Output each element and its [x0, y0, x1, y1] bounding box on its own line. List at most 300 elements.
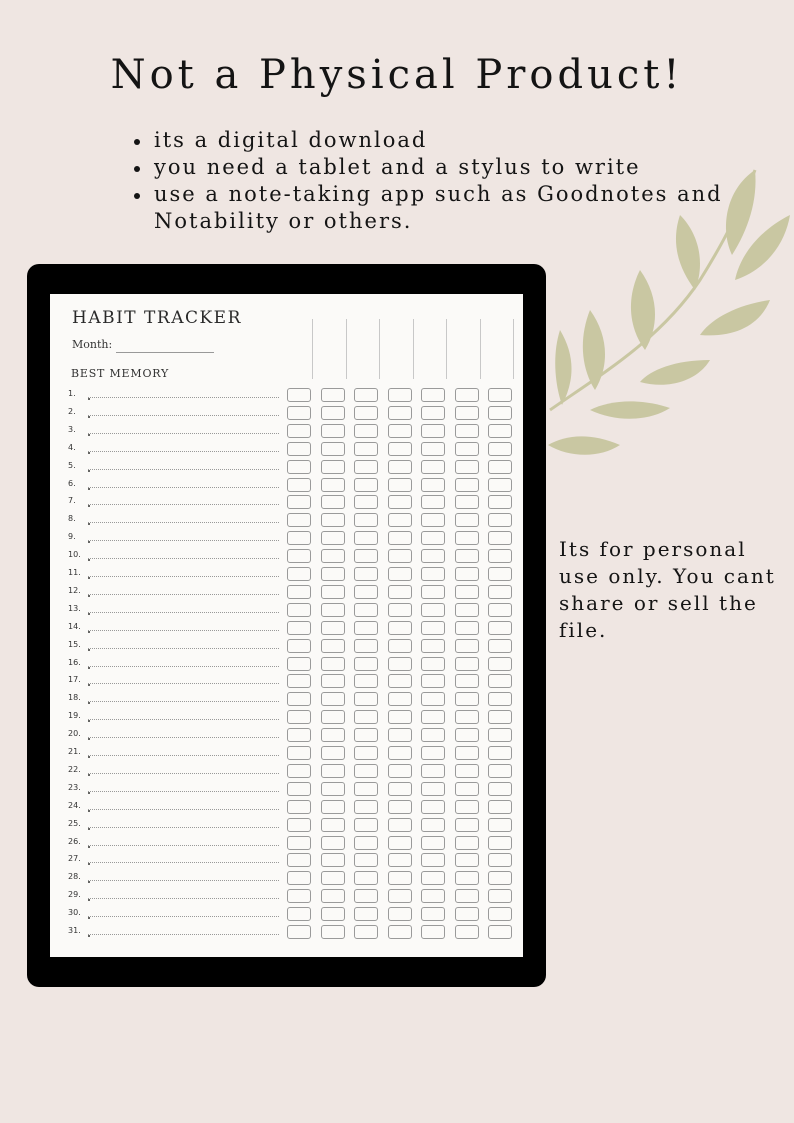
habit-entry-line[interactable] [88, 522, 279, 523]
habit-checkbox[interactable] [354, 800, 378, 814]
habit-checkbox[interactable] [488, 818, 512, 832]
row-number: 8. [68, 514, 76, 524]
habit-checkbox[interactable] [287, 764, 311, 778]
habit-checkbox[interactable] [354, 442, 378, 456]
habit-checkbox[interactable] [354, 746, 378, 760]
habit-checkbox[interactable] [388, 853, 412, 867]
habit-entry-line[interactable] [88, 648, 279, 649]
habit-checkbox[interactable] [488, 871, 512, 885]
row-number: 30. [68, 908, 81, 918]
habit-checkbox[interactable] [421, 495, 445, 509]
habit-checkbox[interactable] [488, 424, 512, 438]
habit-checkbox[interactable] [421, 567, 445, 581]
habit-checkbox[interactable] [455, 585, 479, 599]
habit-checkbox[interactable] [354, 907, 378, 921]
habit-checkbox[interactable] [388, 567, 412, 581]
habit-checkbox[interactable] [388, 764, 412, 778]
habit-checkbox[interactable] [455, 710, 479, 724]
habit-checkbox[interactable] [455, 728, 479, 742]
habit-checkbox[interactable] [321, 406, 345, 420]
habit-checkbox[interactable] [388, 424, 412, 438]
habit-checkbox[interactable] [321, 621, 345, 635]
habit-entry-line[interactable] [88, 612, 279, 613]
habit-checkbox[interactable] [421, 585, 445, 599]
habit-checkbox[interactable] [388, 746, 412, 760]
habit-checkbox[interactable] [488, 621, 512, 635]
tracker-row [50, 691, 523, 709]
habit-checkbox[interactable] [354, 603, 378, 617]
row-number: 18. [68, 693, 81, 703]
habit-checkbox[interactable] [321, 585, 345, 599]
habit-checkbox[interactable] [354, 782, 378, 796]
tracker-row [50, 620, 523, 638]
habit-checkbox[interactable] [321, 853, 345, 867]
column-divider [346, 319, 347, 379]
habit-checkbox[interactable] [388, 460, 412, 474]
habit-checkbox[interactable] [388, 549, 412, 563]
habit-entry-line[interactable] [88, 558, 279, 559]
habit-checkbox[interactable] [287, 746, 311, 760]
habit-checkbox[interactable] [421, 764, 445, 778]
habit-entry-line[interactable] [88, 934, 279, 935]
habit-checkbox[interactable] [354, 853, 378, 867]
habit-checkbox[interactable] [421, 388, 445, 402]
row-number: 24. [68, 800, 81, 810]
tracker-row [50, 835, 523, 853]
habit-checkbox[interactable] [488, 639, 512, 653]
tracker-title: HABIT TRACKER [72, 308, 242, 328]
habit-checkbox[interactable] [455, 567, 479, 581]
habit-checkbox[interactable] [287, 889, 311, 903]
habit-checkbox[interactable] [354, 889, 378, 903]
habit-checkbox[interactable] [287, 674, 311, 688]
tracker-row [50, 494, 523, 512]
habit-checkbox[interactable] [287, 925, 311, 939]
row-number: 31. [68, 926, 81, 935]
habit-checkbox[interactable] [287, 871, 311, 885]
habit-checkbox[interactable] [354, 549, 378, 563]
habit-checkbox[interactable] [421, 925, 445, 939]
habit-checkbox[interactable] [421, 728, 445, 742]
habit-checkbox[interactable] [287, 478, 311, 492]
habit-checkbox[interactable] [455, 603, 479, 617]
habit-checkbox[interactable] [488, 531, 512, 545]
habit-checkbox[interactable] [321, 657, 345, 671]
habit-checkbox[interactable] [354, 818, 378, 832]
habit-checkbox[interactable] [488, 513, 512, 527]
tracker-row [50, 584, 523, 602]
habit-checkbox[interactable] [321, 549, 345, 563]
habit-checkbox[interactable] [455, 495, 479, 509]
row-number: 1. [68, 389, 76, 398]
habit-checkbox[interactable] [354, 621, 378, 635]
habit-checkbox[interactable] [287, 513, 311, 527]
habit-entry-line[interactable] [88, 773, 279, 774]
habit-checkbox[interactable] [488, 549, 512, 563]
habit-checkbox[interactable] [287, 782, 311, 796]
habit-entry-line[interactable] [88, 540, 279, 541]
habit-checkbox[interactable] [354, 764, 378, 778]
tracker-row [50, 781, 523, 799]
habit-checkbox[interactable] [421, 478, 445, 492]
habit-checkbox[interactable] [421, 513, 445, 527]
tracker-row [50, 423, 523, 441]
tracker-row [50, 566, 523, 584]
habit-checkbox[interactable] [488, 460, 512, 474]
row-number: 26. [68, 836, 81, 846]
habit-checkbox[interactable] [287, 549, 311, 563]
tracker-row [50, 656, 523, 674]
habit-checkbox[interactable] [455, 692, 479, 706]
habit-entry-line[interactable] [88, 845, 279, 846]
habit-checkbox[interactable] [488, 782, 512, 796]
habit-checkbox[interactable] [488, 710, 512, 724]
habit-checkbox[interactable] [421, 818, 445, 832]
habit-checkbox[interactable] [421, 549, 445, 563]
habit-checkbox[interactable] [455, 639, 479, 653]
tracker-row [50, 477, 523, 495]
habit-checkbox[interactable] [388, 621, 412, 635]
habit-checkbox[interactable] [488, 764, 512, 778]
habit-checkbox[interactable] [354, 871, 378, 885]
habit-checkbox[interactable] [321, 603, 345, 617]
habit-checkbox[interactable] [354, 639, 378, 653]
habit-entry-line[interactable] [88, 809, 279, 810]
habit-checkbox[interactable] [488, 746, 512, 760]
habit-checkbox[interactable] [455, 907, 479, 921]
row-number: 27. [68, 854, 81, 864]
habit-checkbox[interactable] [321, 513, 345, 527]
tracker-row [50, 387, 523, 405]
habit-checkbox[interactable] [388, 674, 412, 688]
habit-checkbox[interactable] [421, 746, 445, 760]
habit-entry-line[interactable] [88, 862, 279, 863]
row-number: 16. [68, 657, 81, 667]
habit-checkbox[interactable] [354, 460, 378, 474]
habit-checkbox[interactable] [421, 406, 445, 420]
habit-checkbox[interactable] [321, 424, 345, 438]
row-number: 11. [68, 568, 81, 577]
habit-checkbox[interactable] [488, 603, 512, 617]
habit-entry-line[interactable] [88, 755, 279, 756]
habit-checkbox[interactable] [455, 478, 479, 492]
habit-checkbox[interactable] [455, 424, 479, 438]
habit-entry-line[interactable] [88, 397, 279, 398]
habit-checkbox[interactable] [421, 621, 445, 635]
habit-checkbox[interactable] [354, 478, 378, 492]
habit-checkbox[interactable] [388, 657, 412, 671]
habit-checkbox[interactable] [321, 889, 345, 903]
habit-checkbox[interactable] [421, 674, 445, 688]
habit-checkbox[interactable] [455, 871, 479, 885]
column-divider [379, 319, 380, 379]
habit-checkbox[interactable] [287, 406, 311, 420]
habit-checkbox[interactable] [388, 388, 412, 402]
habit-checkbox[interactable] [421, 531, 445, 545]
habit-checkbox[interactable] [388, 728, 412, 742]
habit-checkbox[interactable] [287, 388, 311, 402]
habit-checkbox[interactable] [421, 692, 445, 706]
habit-checkbox[interactable] [354, 657, 378, 671]
habit-checkbox[interactable] [488, 692, 512, 706]
habit-checkbox[interactable] [388, 406, 412, 420]
habit-checkbox[interactable] [455, 442, 479, 456]
row-number: 29. [68, 890, 81, 900]
habit-checkbox[interactable] [455, 836, 479, 850]
habit-checkbox[interactable] [287, 424, 311, 438]
habit-entry-line[interactable] [88, 576, 279, 577]
habit-checkbox[interactable] [354, 567, 378, 581]
habit-checkbox[interactable] [354, 836, 378, 850]
tracker-row [50, 745, 523, 763]
habit-entry-line[interactable] [88, 630, 279, 631]
habit-checkbox[interactable] [321, 388, 345, 402]
habit-checkbox[interactable] [321, 495, 345, 509]
habit-checkbox[interactable] [421, 889, 445, 903]
habit-checkbox[interactable] [421, 657, 445, 671]
habit-entry-line[interactable] [88, 469, 279, 470]
habit-checkbox[interactable] [388, 639, 412, 653]
habit-checkbox[interactable] [421, 710, 445, 724]
habit-checkbox[interactable] [388, 925, 412, 939]
tracker-row [50, 799, 523, 817]
habit-checkbox[interactable] [488, 925, 512, 939]
habit-checkbox[interactable] [388, 818, 412, 832]
habit-checkbox[interactable] [321, 782, 345, 796]
habit-checkbox[interactable] [455, 406, 479, 420]
habit-checkbox[interactable] [421, 442, 445, 456]
row-number: 5. [68, 460, 76, 470]
habit-checkbox[interactable] [287, 800, 311, 814]
habit-checkbox[interactable] [388, 442, 412, 456]
habit-checkbox[interactable] [287, 442, 311, 456]
habit-checkbox[interactable] [354, 728, 378, 742]
habit-entry-line[interactable] [88, 791, 279, 792]
habit-checkbox[interactable] [488, 567, 512, 581]
habit-checkbox[interactable] [354, 424, 378, 438]
habit-checkbox[interactable] [388, 495, 412, 509]
habit-checkbox[interactable] [421, 853, 445, 867]
section-label: BEST MEMORY [71, 367, 170, 380]
habit-checkbox[interactable] [287, 907, 311, 921]
habit-checkbox[interactable] [388, 836, 412, 850]
habit-checkbox[interactable] [388, 871, 412, 885]
tracker-row [50, 530, 523, 548]
habit-checkbox[interactable] [388, 478, 412, 492]
habit-checkbox[interactable] [321, 871, 345, 885]
habit-checkbox[interactable] [287, 728, 311, 742]
habit-checkbox[interactable] [421, 639, 445, 653]
habit-checkbox[interactable] [287, 621, 311, 635]
habit-checkbox[interactable] [287, 639, 311, 653]
habit-checkbox[interactable] [354, 710, 378, 724]
habit-checkbox[interactable] [321, 692, 345, 706]
habit-checkbox[interactable] [488, 406, 512, 420]
habit-checkbox[interactable] [421, 800, 445, 814]
habit-checkbox[interactable] [321, 478, 345, 492]
page-title: Not a Physical Product! [110, 52, 684, 98]
habit-checkbox[interactable] [488, 800, 512, 814]
habit-entry-line[interactable] [88, 898, 279, 899]
habit-checkbox[interactable] [321, 764, 345, 778]
habit-checkbox[interactable] [455, 513, 479, 527]
habit-checkbox[interactable] [488, 728, 512, 742]
row-number: 12. [68, 585, 81, 595]
habit-entry-line[interactable] [88, 594, 279, 595]
habit-checkbox[interactable] [321, 674, 345, 688]
habit-checkbox[interactable] [354, 495, 378, 509]
habit-checkbox[interactable] [388, 513, 412, 527]
habit-checkbox[interactable] [354, 585, 378, 599]
column-divider [446, 319, 447, 379]
habit-checkbox[interactable] [388, 603, 412, 617]
habit-checkbox[interactable] [455, 746, 479, 760]
habit-checkbox[interactable] [455, 800, 479, 814]
habit-checkbox[interactable] [388, 692, 412, 706]
habit-checkbox[interactable] [455, 549, 479, 563]
habit-entry-line[interactable] [88, 666, 279, 667]
habit-checkbox[interactable] [388, 907, 412, 921]
habit-checkbox[interactable] [488, 388, 512, 402]
habit-entry-line[interactable] [88, 719, 279, 720]
habit-entry-line[interactable] [88, 415, 279, 416]
habit-checkbox[interactable] [321, 746, 345, 760]
habit-checkbox[interactable] [488, 889, 512, 903]
habit-checkbox[interactable] [388, 710, 412, 724]
habit-entry-line[interactable] [88, 433, 279, 434]
month-field[interactable] [116, 352, 214, 353]
habit-checkbox[interactable] [354, 692, 378, 706]
tracker-row [50, 709, 523, 727]
habit-checkbox[interactable] [488, 478, 512, 492]
habit-checkbox[interactable] [455, 782, 479, 796]
habit-checkbox[interactable] [287, 495, 311, 509]
tracker-row [50, 459, 523, 477]
habit-checkbox[interactable] [287, 853, 311, 867]
tracker-row [50, 924, 523, 942]
habit-checkbox[interactable] [488, 836, 512, 850]
habit-checkbox[interactable] [321, 531, 345, 545]
row-number: 17. [68, 675, 81, 685]
habit-checkbox[interactable] [354, 531, 378, 545]
habit-checkbox[interactable] [455, 889, 479, 903]
habit-checkbox[interactable] [321, 800, 345, 814]
row-number: 19. [68, 711, 81, 721]
habit-entry-line[interactable] [88, 827, 279, 828]
habit-checkbox[interactable] [287, 531, 311, 545]
habit-entry-line[interactable] [88, 451, 279, 452]
habit-checkbox[interactable] [354, 925, 378, 939]
habit-checkbox[interactable] [488, 657, 512, 671]
habit-checkbox[interactable] [488, 674, 512, 688]
habit-checkbox[interactable] [421, 603, 445, 617]
habit-checkbox[interactable] [421, 907, 445, 921]
habit-checkbox[interactable] [321, 442, 345, 456]
habit-checkbox[interactable] [455, 764, 479, 778]
tracker-row [50, 870, 523, 888]
habit-checkbox[interactable] [287, 710, 311, 724]
habit-checkbox[interactable] [455, 674, 479, 688]
habit-checkbox[interactable] [488, 442, 512, 456]
habit-checkbox[interactable] [321, 460, 345, 474]
habit-checkbox[interactable] [287, 603, 311, 617]
habit-checkbox[interactable] [488, 585, 512, 599]
habit-checkbox[interactable] [354, 406, 378, 420]
tracker-row [50, 441, 523, 459]
habit-checkbox[interactable] [455, 460, 479, 474]
tracker-row [50, 602, 523, 620]
habit-checkbox[interactable] [287, 567, 311, 581]
habit-checkbox[interactable] [421, 460, 445, 474]
habit-checkbox[interactable] [287, 818, 311, 832]
habit-entry-line[interactable] [88, 504, 279, 505]
row-number: 14. [68, 621, 81, 631]
tracker-row [50, 512, 523, 530]
habit-entry-line[interactable] [88, 737, 279, 738]
habit-entry-line[interactable] [88, 487, 279, 488]
habit-checkbox[interactable] [455, 531, 479, 545]
habit-checkbox[interactable] [421, 782, 445, 796]
leaf-branch-icon [520, 160, 794, 470]
habit-checkbox[interactable] [354, 388, 378, 402]
habit-checkbox[interactable] [321, 907, 345, 921]
habit-checkbox[interactable] [455, 853, 479, 867]
habit-checkbox[interactable] [388, 531, 412, 545]
habit-checkbox[interactable] [455, 925, 479, 939]
habit-checkbox[interactable] [287, 836, 311, 850]
habit-checkbox[interactable] [321, 818, 345, 832]
habit-checkbox[interactable] [455, 657, 479, 671]
tracker-row [50, 817, 523, 835]
habit-checkbox[interactable] [421, 871, 445, 885]
habit-checkbox[interactable] [388, 889, 412, 903]
habit-checkbox[interactable] [354, 513, 378, 527]
column-divider [312, 319, 313, 379]
habit-checkbox[interactable] [354, 674, 378, 688]
tracker-row [50, 906, 523, 924]
habit-checkbox[interactable] [287, 692, 311, 706]
habit-checkbox[interactable] [455, 818, 479, 832]
habit-checkbox[interactable] [321, 836, 345, 850]
habit-checkbox[interactable] [388, 782, 412, 796]
bullet-item: use a note-taking app such as Goodnotes and Notability or others. [132, 181, 734, 235]
column-divider [513, 319, 514, 379]
habit-entry-line[interactable] [88, 880, 279, 881]
habit-checkbox[interactable] [488, 495, 512, 509]
habit-checkbox[interactable] [421, 424, 445, 438]
habit-entry-line[interactable] [88, 683, 279, 684]
habit-checkbox[interactable] [488, 907, 512, 921]
habit-checkbox[interactable] [287, 460, 311, 474]
habit-checkbox[interactable] [455, 388, 479, 402]
habit-checkbox[interactable] [321, 710, 345, 724]
habit-checkbox[interactable] [287, 657, 311, 671]
habit-entry-line[interactable] [88, 916, 279, 917]
habit-checkbox[interactable] [287, 585, 311, 599]
habit-checkbox[interactable] [488, 853, 512, 867]
month-label: Month: [72, 338, 113, 351]
habit-checkbox[interactable] [321, 567, 345, 581]
habit-checkbox[interactable] [455, 621, 479, 635]
habit-checkbox[interactable] [421, 836, 445, 850]
habit-checkbox[interactable] [388, 585, 412, 599]
row-number: 22. [68, 764, 81, 774]
habit-checkbox[interactable] [321, 639, 345, 653]
habit-checkbox[interactable] [388, 800, 412, 814]
habit-checkbox[interactable] [321, 925, 345, 939]
habit-entry-line[interactable] [88, 701, 279, 702]
habit-checkbox[interactable] [321, 728, 345, 742]
